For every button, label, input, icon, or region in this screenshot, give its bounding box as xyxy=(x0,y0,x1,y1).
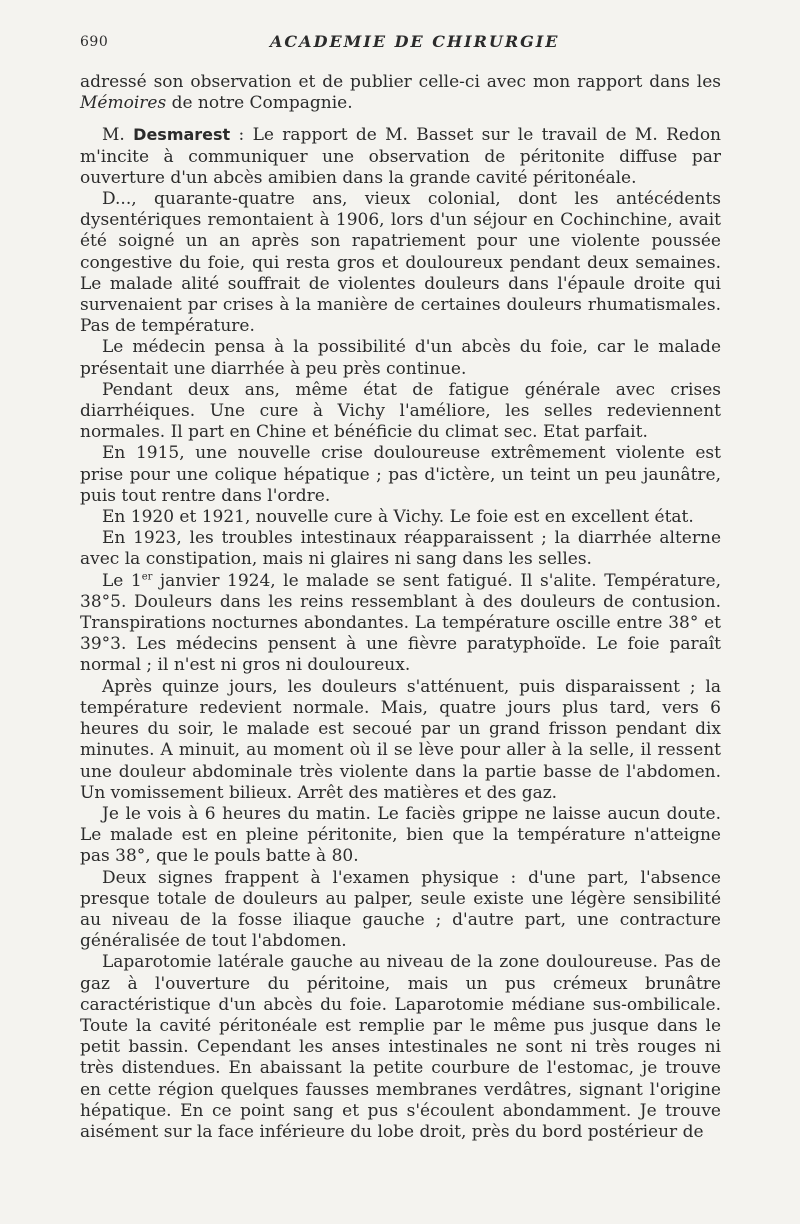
italic-title: Mémoires xyxy=(80,93,167,114)
paragraph-text: janvier 1924, le malade se sent fatigué. Il s'alite. Température, 38°5. Douleurs dans les reins ressemblant à des douleurs de contusion. Transpirations nocturnes abondantes. La température oscille entre 38° et 39°3. Les médecins pensent à une fièvre paratyphoïde. Le foie paraît normal ; il n'est ni gros ni douloureux. xyxy=(80,570,721,676)
paragraph: Après quinze jours, les douleurs s'atténuent, puis disparaissent ; la température redevient normale. Mais, quatre jours plus tard, vers 6 heures du soir, le malade est secoué par un grand frisson pendant dix minutes. A minuit, au moment où il se lève pour aller à la selle, il ressent une douleur abdominale très violente dans la partie basse de l'abdomen. Un vomissement bilieux. Arrêt des matières et des gaz. xyxy=(80,676,721,803)
paragraph-intervention xyxy=(80,124,721,189)
paragraph: Deux signes frappent à l'examen physique : d'une part, l'absence presque totale de douleurs au palper, seule existe une légère sensibilité au niveau de la fosse iliaque gauche ; d'autre part, une contracture généralisée de tout l'abdomen. xyxy=(80,867,721,952)
paragraph-text: : Le rapport de M. Basset sur le travail de M. Redon m'incite à communiquer une observation de péritonite diffuse par ouverture d'un abcès amibien dans la grande cavité péritonéale. xyxy=(80,125,721,188)
page-header xyxy=(80,30,721,58)
paragraph: Le médecin pensa à la possibilité d'un abcès du foie, car le malade présentait une diarrhée à peu près continue. xyxy=(80,337,721,379)
speaker-name: Desmarest xyxy=(133,125,231,145)
paragraph: D..., quarante-quatre ans, vieux colonial, dont les antécédents dysentériques remontaient à 1906, lors d'un séjour en Cochinchine, avait été soigné un an après son rapatriement pour une violente poussée congestive du foie, qui resta gros et douloureux pendant deux semaines. Le malade alité souffrait de violentes douleurs dans l'épaule droite qui survenaient par crises à la manière de certaines douleurs rhumatismales. Pas de température. xyxy=(80,189,721,337)
page-number: 690 xyxy=(80,34,109,50)
ordinal-superscript: er xyxy=(141,571,153,583)
speaker-prefix: M. xyxy=(102,125,134,146)
paragraph: En 1923, les troubles intestinaux réapparaissent ; la diarrhée alterne avec la constipation, mais ni glaires ni sang dans les selles. xyxy=(80,528,721,570)
paragraph: En 1915, une nouvelle crise douloureuse extrêmement violente est prise pour une colique hépatique ; pas d'ictère, un teint un peu jaunâtre, puis tout rentre dans l'ordre. xyxy=(80,443,721,506)
paragraph-text: Le 1 xyxy=(102,570,142,591)
paragraph-text: adressé son observation et de publier celle-ci avec mon rapport dans les xyxy=(80,72,721,92)
paragraph xyxy=(80,571,721,677)
running-title: ACADEMIE DE CHIRURGIE xyxy=(270,32,560,51)
paragraph: Pendant deux ans, même état de fatigue générale avec crises diarrhéiques. Une cure à Vichy l'améliore, les selles redeviennent normales. Il part en Chine et bénéficie du climat sec. Etat parfait. xyxy=(80,379,721,443)
paragraph: Laparotomie latérale gauche au niveau de la zone douloureuse. Pas de gaz à l'ouverture du péritoine, mais un pus crémeux brunâtre caractéristique d'un abcès du foie. Laparotomie médiane sus-ombilicale. Toute la cavité péritonéale est remplie par le même pus jusque dans le petit bassin. Cependant les anses intestinales ne sont ni très rouges ni très distendues. En abaissant la petite courbure de l'estomac, je trouve en cette région quelques fausses membranes verdâtres, signant l'origine hépatique. En ce point sang et pus s'écoulent abondamment. Je trouve aisément sur la face inférieure du lobe droit, près du bord postérieur de xyxy=(80,952,721,1142)
body-text xyxy=(80,72,721,1143)
paragraph-text: de notre Compagnie. xyxy=(166,93,353,114)
paragraph-continuation xyxy=(80,72,721,114)
paragraph: En 1920 et 1921, nouvelle cure à Vichy. Le foie est en excellent état. xyxy=(102,507,694,528)
document-page xyxy=(80,30,721,1143)
paragraph: Je le vois à 6 heures du matin. Le faciès grippe ne laisse aucun doute. Le malade est en pleine péritonite, bien que la température n'atteigne pas 38°, que le pouls batte à 80. xyxy=(80,803,721,867)
